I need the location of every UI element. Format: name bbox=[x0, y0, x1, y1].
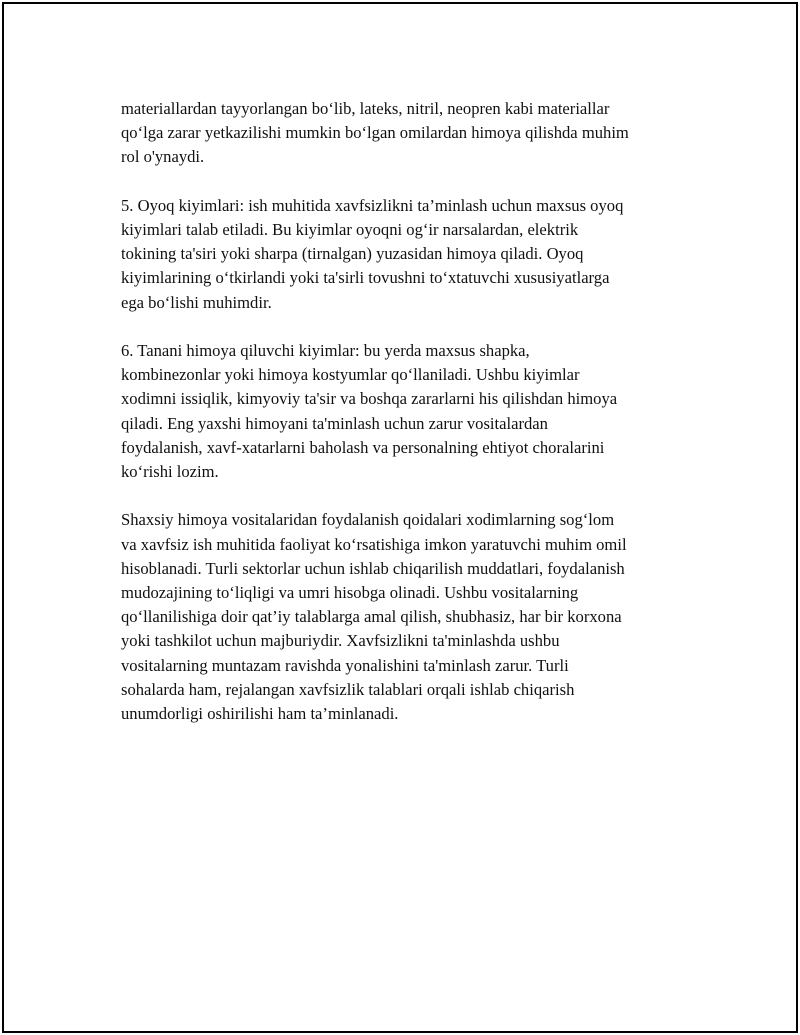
text-line: foydalanish, xavf-xatarlarni baholash va personalning ehtiyot choralarini bbox=[121, 437, 605, 457]
text-line: ko‘rishi lozim. bbox=[121, 462, 219, 482]
text-line: ega bo‘lishi muhimdir. bbox=[121, 292, 272, 312]
document-body bbox=[121, 97, 696, 750]
text-line: rol o'ynaydi. bbox=[121, 147, 205, 167]
text-line: yoki tashkilot uchun majburiydir. Xavfsizlikni ta'minlashda ushbu bbox=[121, 631, 560, 651]
text-line: vositalarning muntazam ravishda yonalishini ta'minlash zarur. Turli bbox=[121, 655, 569, 675]
text-line: hisoblanadi. Turli sektorlar uchun ishlab chiqarilish muddatlari, foydalanish bbox=[121, 558, 625, 578]
text-line: qiladi. Eng yaxshi himoyani ta'minlash uchun zarur vositalardan bbox=[121, 413, 548, 433]
text-line: kombinezonlar yoki himoya kostyumlar qo‘llaniladi. Ushbu kiyimlar bbox=[121, 365, 580, 385]
text-line: qo‘lga zarar yetkazilishi mumkin bo‘lgan omilardan himoya qilishda muhim bbox=[121, 123, 629, 143]
paragraph-conclusion bbox=[121, 508, 696, 726]
text-line: 6. Tanani himoya qiluvchi kiyimlar: bu yerda maxsus shapka, bbox=[121, 341, 530, 360]
text-line: 5. Oyoq kiyimlari: ish muhitida xavfsizlikni ta’minlash uchun maxsus oyoq bbox=[121, 195, 624, 215]
text-line: mudozajining to‘liqligi va umri hisobga olinadi. Ushbu vositalarning bbox=[121, 583, 579, 603]
text-line: materiallardan tayyorlangan bo‘lib, lateks, nitril, neopren kabi materiallar bbox=[121, 99, 610, 118]
document-page bbox=[2, 2, 798, 1033]
text-line: va xavfsiz ish muhitida faoliyat ko‘rsatishiga imkon yaratuvchi muhim omil bbox=[121, 534, 627, 554]
text-line: qo‘llanilishiga doir qat’iy talablarga amal qilish, shubhasiz, har bir korxona bbox=[121, 607, 622, 627]
text-line: tokining ta'siri yoki sharpa (tirnalgan) yuzasidan himoya qiladi. Oyoq bbox=[121, 244, 584, 264]
paragraph-gloves-continued bbox=[121, 97, 696, 170]
text-line: kiyimlari talab etiladi. Bu kiyimlar oyoqni og‘ir narsalardan, elektrik bbox=[121, 220, 579, 239]
text-line: xodimni issiqlik, kimyoviy ta'sir va boshqa zararlarni his qilishdan himoya bbox=[121, 389, 618, 409]
text-line: sohalarda ham, rejalangan xavfsizlik talablari orqali ishlab chiqarish bbox=[121, 679, 575, 699]
text-line: kiyimlarining o‘tkirlandi yoki ta'sirli tovushni to‘xtatuvchi xususiyatlarga bbox=[121, 268, 610, 288]
paragraph-body-protection bbox=[121, 339, 696, 484]
paragraph-footwear bbox=[121, 194, 696, 315]
text-line: unumdorligi oshirilishi ham ta’minlanadi. bbox=[121, 704, 399, 724]
text-line: Shaxsiy himoya vositalaridan foydalanish qoidalari xodimlarning sog‘lom bbox=[121, 510, 615, 530]
